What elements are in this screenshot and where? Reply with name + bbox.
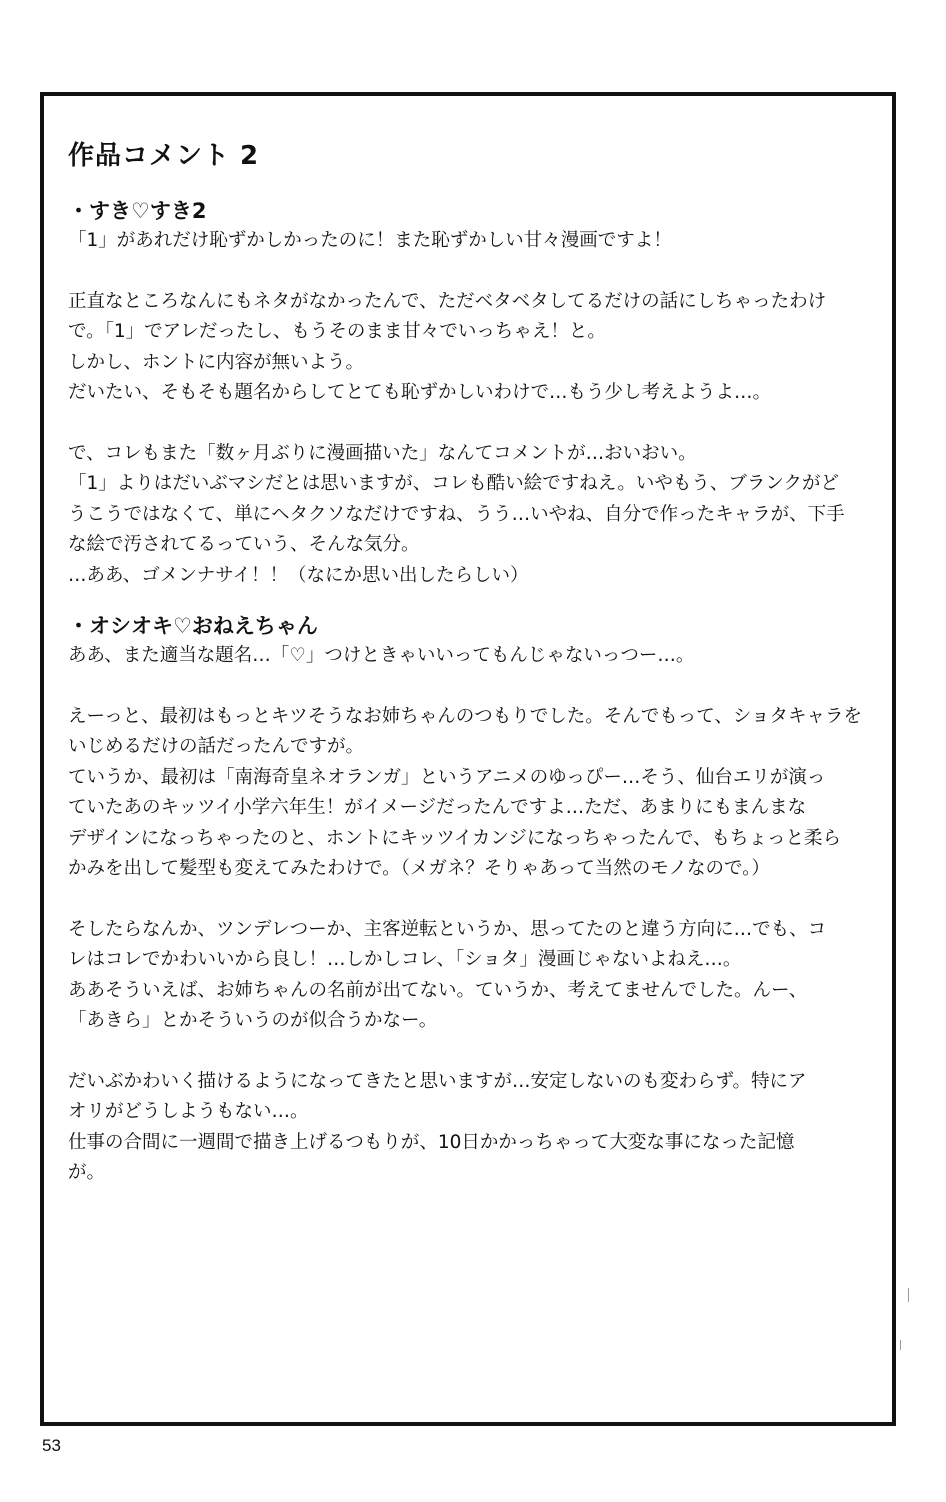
scan-speck (900, 1340, 901, 1350)
paragraph: だいぶかわいく描けるようになってきたと思いますが…安定しないのも変わらず。特にア オリがどうしようもない…。 仕事の合間に一週間で描き上げるつもりが、10日かかっちゃって大変な事になった記憶 が。 (68, 1070, 807, 1183)
section-heading: ・オシオキ♡おねえちゃん (68, 614, 318, 638)
page-number: 53 (42, 1436, 61, 1455)
paragraph: 「1」があれだけ恥ずかしかったのに！また恥ずかしい甘々漫画ですよ！ (68, 230, 672, 251)
page-title: 作品コメント 2 (68, 141, 260, 171)
scan-speck (908, 1288, 909, 1302)
section-suki-suki-2 (68, 196, 906, 591)
paragraph: そしたらなんか、ツンデレつーか、主客逆転というか、思ってたのと違う方向に…でも、コ レはコレでかわいいから良し！…しかしコレ、「ショタ」漫画じゃないよねえ…。 ああそういえば、お姉ちゃんの名前が出てない。ていうか、考えてませんでした。んー、 「あきら」とかそういうのが似合うかなー。 (68, 918, 827, 1031)
paragraph: 正直なところなんにもネタがなかったんで、ただベタベタしてるだけの話にしちゃったわけ で。「1」でアレだったし、もうそのまま甘々でいっちゃえ！と。 しかし、ホントに内容が無いよう。 だいたい、そもそも題名からしてとても恥ずかしいわけで…もう少し考えようよ…。 (68, 290, 827, 403)
paragraph: ああ、また適当な題名…「♡」つけときゃいいってもんじゃないっつー…。 (68, 645, 695, 666)
section-heading: ・すき♡すき2 (68, 199, 207, 223)
paragraph: えーっと、最初はもっとキツそうなお姉ちゃんのつもりでした。そんでもって、ショタキャラを いじめるだけの話だったんですが。 ていうか、最初は「南海奇皇ネオランガ」というアニメのゆっぴー…そう、仙台エリが演っ ていたあのキッツイ小学六年生！がイメージだったんですよ…ただ、あまりにもまんまな デザインになっちゃったのと、ホントにキッツイカンジになっちゃったんで、もちょっと柔ら かみを出して髪型も変えてみたわけで。（メガネ？そりゃあって当然のモノなので。） (68, 705, 863, 879)
paragraph: で、コレもまた「数ヶ月ぶりに漫画描いた」なんてコメントが…おいおい。 「1」よりはだいぶマシだとは思いますが、コレも酷い絵ですねえ。いやもう、ブランクがど うこうではなくて、単にヘタクソなだけですね、うう…いやね、自分で作ったキャラが、下手 な絵で汚されてるっていう、そんな気分。 …ああ、ゴメンナサイ！！（なにか思い出したらしい） (68, 442, 845, 586)
section-oshioki-oneechan (68, 611, 906, 1189)
comment-body (68, 138, 906, 1189)
